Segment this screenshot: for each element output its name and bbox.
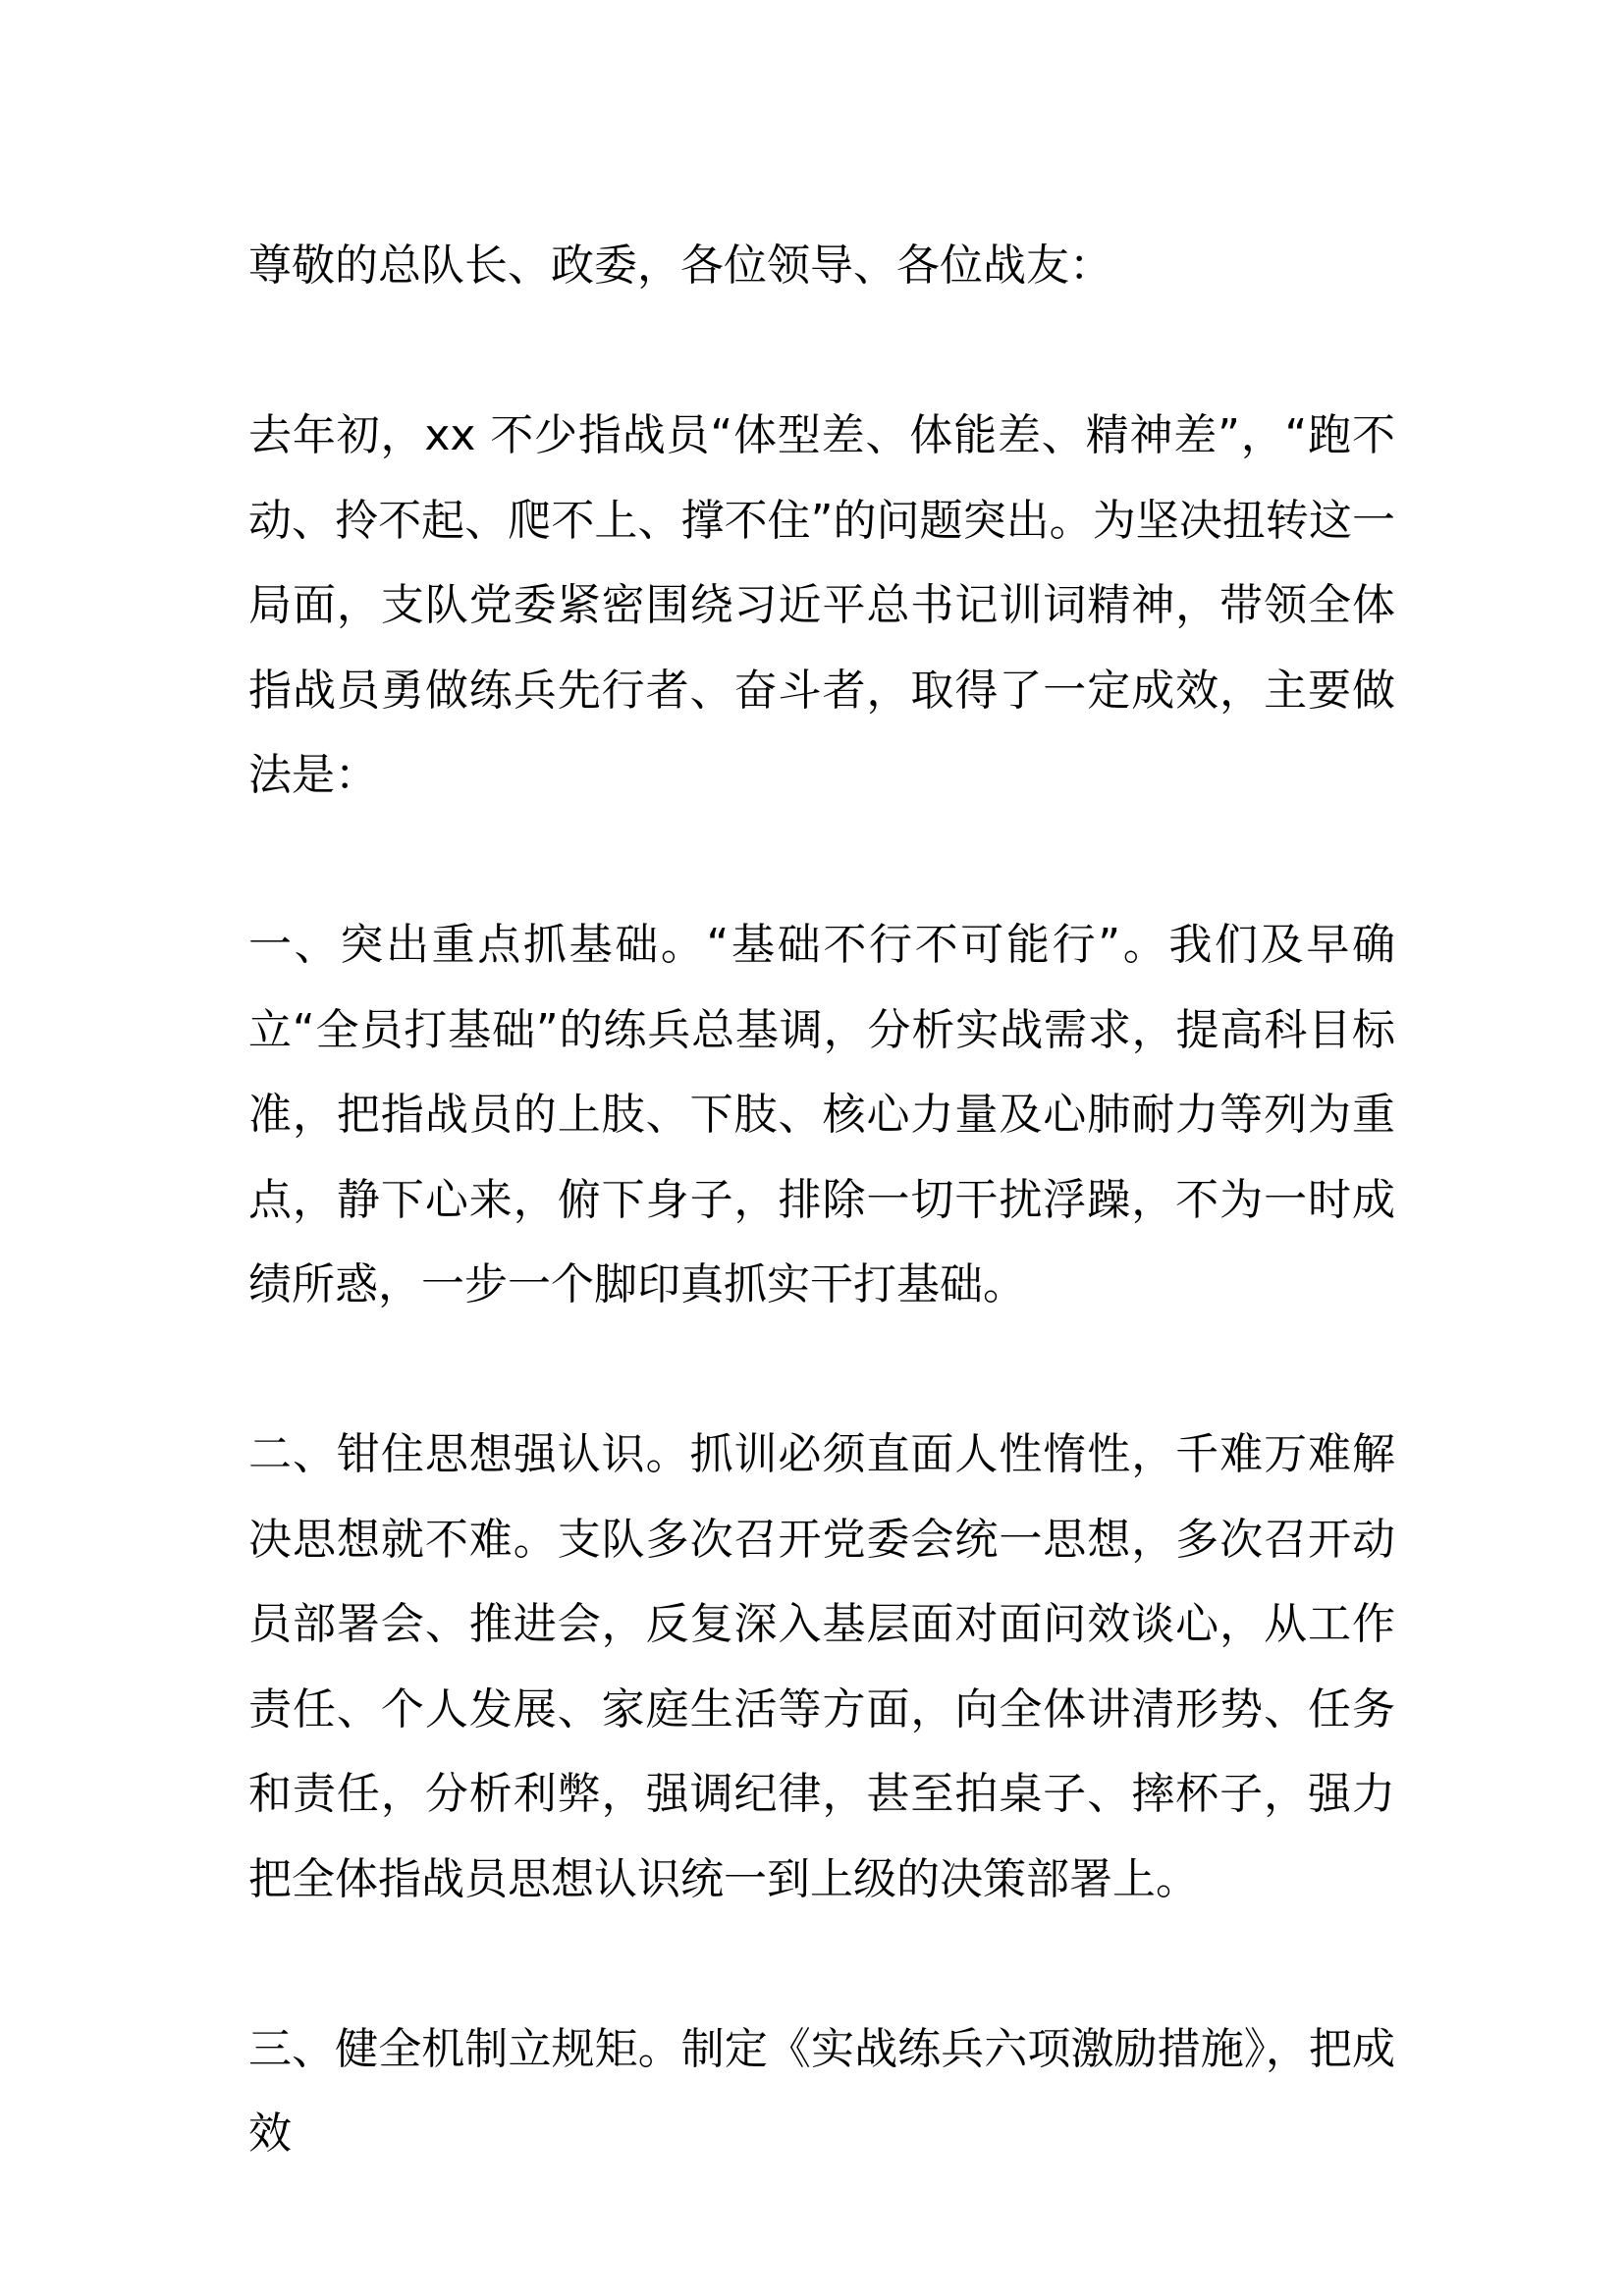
paragraph-spacer (248, 1922, 1395, 2007)
salutation: 尊敬的总队长、政委，各位领导、各位战友： (248, 240, 1112, 291)
paragraph-spacer (248, 1328, 1395, 1414)
paragraph-section-3: 三、健全机制立规矩。制定《实战练兵六项激励措施》，把成效 (248, 2023, 1395, 2159)
paragraph-intro: 去年初，xx 不少指战员“体型差、体能差、精神差”，“跑不动、拎不起、爬不上、撑不住”的问题突出。为坚决扭转这一局面，支队党委紧密围绕习近平总书记训词精神，带领全体指战员勇做练兵先行者、奋斗者，取得了一定成效，主要做法是： (248, 410, 1395, 800)
paragraph-spacer (248, 819, 1395, 904)
paragraph-section-2: 二、钳住思想强认识。抓训必须直面人性惰性，千难万难解决思想就不难。支队多次召开党委会统一思想，多次召开动员部署会、推进会，反复深入基层面对面问效谈心，从工作责任、个人发展、家庭生活等方面，向全体讲清形势、任务和责任，分析利弊，强调纪律，甚至拍桌子、摔杯子，强力把全体指战员思想认识统一到上级的决策部署上。 (248, 1429, 1395, 1904)
paragraph-spacer (248, 309, 1395, 395)
document-body (248, 224, 1395, 2177)
paragraph-section-1: 一、突出重点抓基础。“基础不行不可能行”。我们及早确立“全员打基础”的练兵总基调，分析实战需求，提高科目标准，把指战员的上肢、下肢、核心力量及心肺耐力等列为重点，静下心来，俯下身子，排除一切干扰浮躁，不为一时成绩所惑，一步一个脚印真抓实干打基础。 (248, 920, 1395, 1309)
